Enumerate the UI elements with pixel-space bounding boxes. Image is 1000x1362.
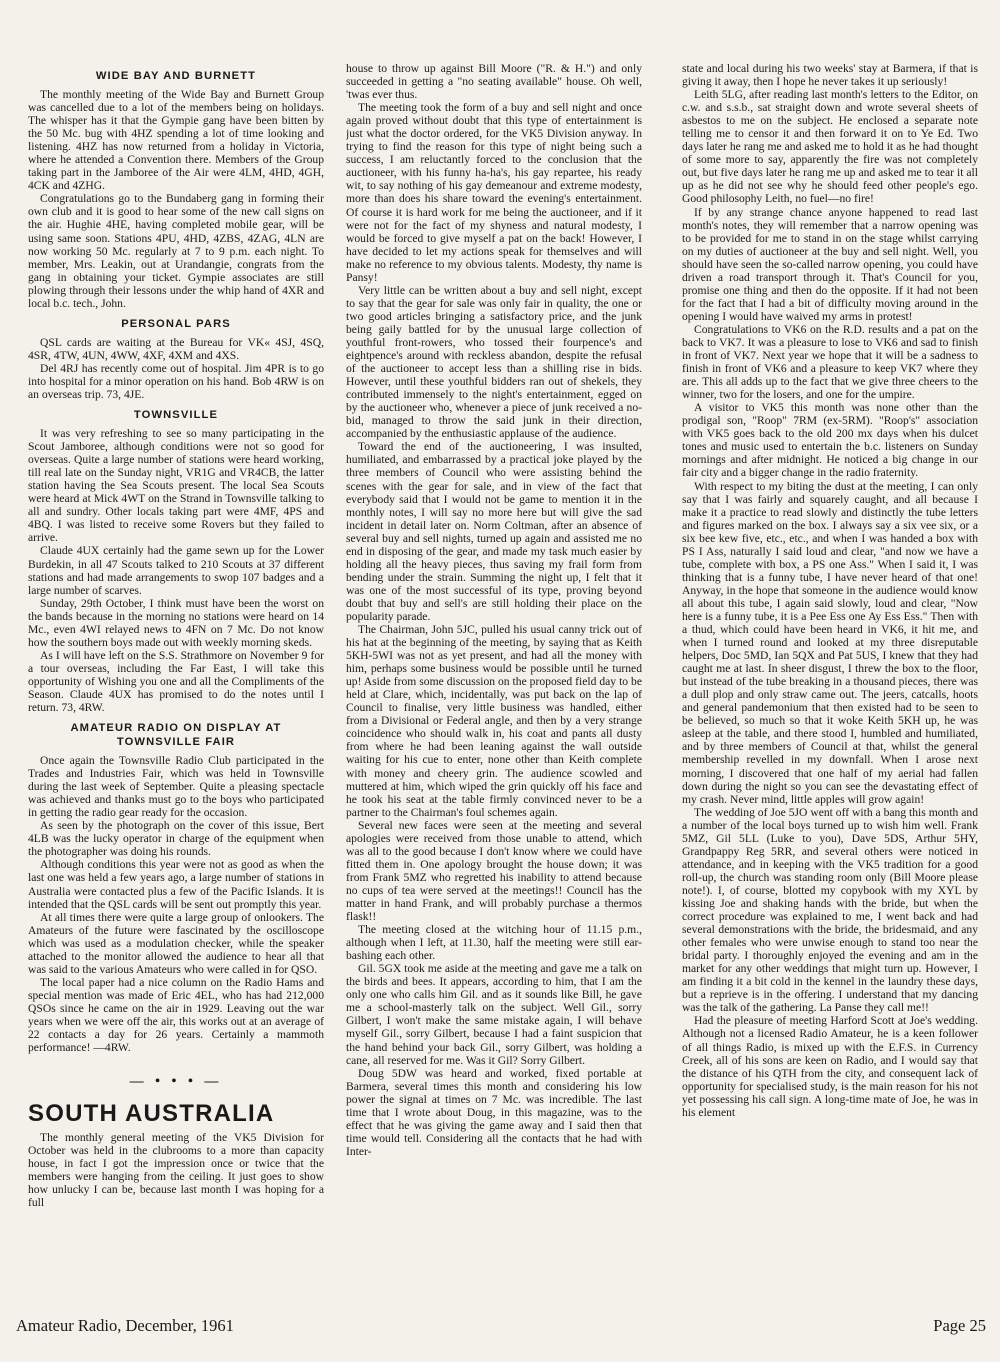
paragraph: Congratulations to VK6 on the R.D. results and a pat on the back to VK7. It was a pleasure to lose to VK6 and sad to finish in front of VK7. Next year we hope that it will be a sadness to finish in front of VK6 and a pleasure to keep VK7 where they are. This all adds up to the fact that we give three cheers to the winner, two for the losers, and one for the umpire. (682, 322, 978, 402)
paragraph: The monthly general meeting of the VK5 Division for October was held in the clubrooms to a more than capacity house, in fact I got the impression once or twice that the members were hanging from the ceiling. It just goes to show how unlucky I can be, because last month I was hoping for a full (28, 1131, 324, 1210)
region-heading: SOUTH AUSTRALIA (28, 1100, 275, 1128)
paragraph: Several new faces were seen at the meeting and several apologies were received from those unable to attend, which was all to the good because I don't know where we could have fitted them in. One apology brought the house down; it was from Frank 5MZ who regretted his inability to attend because no cups of tea were served at the meetings!! Council has the matter in hand Frank, and will probably purchase a thermos flask!! (346, 818, 642, 924)
paragraph: As I will have left on the S.S. Strathmore on November 9 for a tour overseas, including the Far East, I will take this opportunity of Wishing you one and all the Compliments of the Season. Claude 4UX has promised to do the notes until I return. 73, 4RW. (28, 648, 324, 715)
paragraph: QSL cards are waiting at the Bureau for VK« 4SJ, 4SQ, 4SR, 4TW, 4UN, 4WW, 4XF, 4XM and 4XS. (28, 335, 324, 362)
paragraph: The Chairman, John 5JC, pulled his usual canny trick out of his hat at the beginning of the meeting, by saying that as Keith 5KH-5WI was not as yet present, and had all the money with him, perhaps some business would be possible until he turned up! Aside from some discussion on the proposed field day to be held at Clare, which, incidentally, was put back on the lap of Council to finalise, very little business was handled, either from a Divisional or Federal angle, and then by a very strange coincidence who should walk in, his coat and pants all dusty from where he had been leaning against the wall outside waiting for his cue to enter, none other than Keith complete with money and cheery grin. The audience scowled and muttered at him, which wiped the grin quickly off his face and he took his seat at the table firmly convinced never to be a partner to the Chairman's foul schemes again. (346, 623, 642, 819)
paragraph: Had the pleasure of meeting Harford Scott at Joe's wedding. Although not a licensed Radio Amateur, he is a keen follower of all things Radio, is mixed up with the E.F.S. in Currency Creek, all of his sons are keen on Radio, and I would say that the distance of his QTH from the city, and consequent lack of opportunity for specialised study, is the main reason for his not yet possessing his call sign. A long-time mate of Joe, he was in his element (682, 1014, 978, 1119)
paragraph: house to throw up against Bill Moore ("R. & H.") and only succeeded in getting a "no seating available" house. Oh well, 'twas ever thus. (346, 62, 642, 102)
section-heading: AMATEUR RADIO ON DISPLAY AT TOWNSVILLE FAIR (70, 722, 282, 749)
paragraph: With respect to my biting the dust at the meeting, I can only say that I was fairly and squarely caught, and all because I make it a practice to read slowly and distinctly the tube letters and figures marked on the box. I always say a six vee six, or a six bee kew five, etc., etc., and when I was handed a box with PS I Ass, naturally I said loud and clear, "and now we have a tube, complete with box, a PS one Ass." When I said it, I was thinking that is a funny tube, I have never heard of that one! Anyway, in the hope that someone in the audience would know all about this tube, I again said slowly, loud and clear, "Now here is a funny tube, it is a Pee Ess one Ay Ess Ess." Then with a thud, which could have been heard in VK6, it hit me, and when I turned round and looked at my three disreputable helpers, Doc 5MD, Ian 5QX and Pat 5US, I knew that they had caught me at last. In sheer disgust, I threw the box to the floor, but instead of the tube breaking in a thousand pieces, there was a dull plop and only straw came out. The jeers, catcalls, hoots and general pandemonium that then existed had to be seen to be believed, so much so that it woke Keith 5KH up, he was asleep at the table, and there stood I, humbled and humiliated, and by three members of Council at that, whilst the general membership revelled in my downfall. When I arose next morning, I discovered that one half of my aerial had fallen down during the night so you can see the devastating effect of my crash. Never mind, little apples will grow again! (682, 479, 978, 806)
paragraph: Del 4RJ has recently come out of hospital. Jim 4PR is to go into hospital for a minor operation on his hand. Bob 4RW is on an overseas trip. 73, 4JE. (28, 361, 324, 401)
paragraph: Sunday, 29th October, I think must have been the worst on the bands because in the morning no stations were heard on 14 Mc., even 4WI relayed news to 4FN on 7 Mc. Do not know how the southern boys made out with weekly morning skeds. (28, 596, 324, 649)
paragraph: The monthly meeting of the Wide Bay and Burnett Group was cancelled due to a lot of the members being on holidays. The whisper has it that the Gympie gang have been bitten by the 50 Mc. bug with 4HZ spending a lot of time looking and listening. 4HZ has now returned from a holiday in Victoria, where he attended a Convention there. Members of the Group taking part in the Jamboree of the Air were 4LM, 4HD, 4GH, 4CK and 4ZHG. (28, 88, 324, 193)
paragraph: As seen by the photograph on the cover of this issue, Bert 4LB was the lucky operator in charge of the equipment when the photographer was doing his rounds. (28, 819, 324, 859)
paragraph: The meeting took the form of a buy and sell night and once again proved without doubt that this type of entertainment is just what the doctor ordered, for the VK5 Division anyway. In trying to find the reason for this type of night being such a success, I am reluctantly forced to the conclusion that the auctioneer, with his funny ha-ha's, his gay repartee, his ready wit, to say nothing of his gay demeanour and extreme modesty, more than does his share toward the evening's entertainment. Of course it is hard work for me being the auctioneer, and if it were not for the fact of my shyness and natural modesty, I would be forced to give myself a pat on the back! However, I have decided to let my actions speak for themselves and will make no reference to my obvious talents. Modesty, thy name is Pansy! (346, 101, 642, 284)
section-heading: PERSONAL PARS (121, 317, 231, 330)
paragraph: The local paper had a nice column on the Radio Hams and special mention was made of Eric 4EL, who has had 212,000 QSOs since he came on the air in 1929. Leaving out the war years when we were off the air, this works out at an average of 22 contacts a day for 26 years. Certainly a mammoth performance! —4RW. (28, 975, 324, 1055)
page-number: Page 25 (933, 1316, 986, 1335)
paragraph: Doug 5DW was heard and worked, fixed portable at Barmera, several times this month and considering his low power the signal at times on 7 Mc. was incredible. The last time that I wrote about Doug, in this magazine, was to the effect that he was giving the game away and I said then that time would tell. Considering all the contacts that he had with Inter- (346, 1066, 642, 1158)
section-separator: — • • • — (129, 1074, 223, 1090)
paragraph: state and local during his two weeks' stay at Barmera, if that is giving it away, then I hope he never takes it up seriously! (682, 62, 978, 89)
paragraph: Gil. 5GX took me aside at the meeting and gave me a talk on the birds and bees. It appears, according to him, that I am the only one who calls him Gil. and as it sounds like Bill, he gave me a school-masterly talk on the subject. Well Gil., sorry Gilbert, I won't make the same mistake again, I will behave myself Gil., sorry Gilbert, because I had a faint suspicion that the hand behind your back Gil., sorry Gilbert, was holding a cane, all reserved for me. Was it Gil? Sorry Gilbert. (346, 962, 642, 1067)
paragraph: Toward the end of the auctioneering, I was insulted, humiliated, and embarrassed by a practical joke played by the three members of Council who were assisting behind the scenes with the gear for sale, and in view of the fact that everybody said that I would not be game to mention it in the monthly notes, I will say no more here but will give the sad incident in detail later on. Norm Coltman, after an absence of several buy and sell nights, turned up again and assisted me no end in disposing of the gear, and made my task much easier by holding all the heavy pieces, thus saving my frail form from bending under the strain. Summing the night up, I felt that it was one of the most successful of its type, proving beyond doubt that buy and sell's are still holding their place on the popularity parade. (346, 440, 642, 623)
paragraph: A visitor to VK5 this month was none other than the prodigal son, "Roop" 7RM (ex-5RM). "Roop's" association with VK5 goes back to the old 200 mx days when his dulcet tones and music used to entertain the b.c. listeners on Sunday mornings and after midnight. He noticed a big change in our fair city and a bigger change in the radio fraternity. (682, 401, 978, 480)
paragraph: It was very refreshing to see so many participating in the Scout Jamboree, although conditions were not so good for overseas. Quite a large number of stations were heard working, till real late on the Sunday night, VR1G and VR4CB, the latter station having the Sea Scouts present. The local Sea Scouts were heard at Mick 4WT on the Strand in Townsville talking to all and sundry. Other locals taking part were 4MF, 4PS and 4BQ. I was listed to receive some Rovers but they failed to arrive. (28, 427, 324, 545)
paragraph: Once again the Townsville Radio Club participated in the Trades and Industries Fair, which was held in Townsville during the last week of September. Quite a pleasing spectacle was achieved and thanks must go to the boys who participated in getting the radio gear ready for the occasion. (28, 754, 324, 820)
page-footer (16, 1316, 986, 1340)
paragraph: Although conditions this year were not as good as when the last one was held a few years ago, a large number of stations in Australia were contacted plus a few of the Pacific Islands. It is intended that the QSL cards will be sent out promptly this year. (28, 858, 324, 911)
paragraph: The meeting closed at the witching hour of 11.15 p.m., although when I left, at 11.30, half the meeting were still ear-bashing each other. (346, 923, 642, 963)
paragraph: Claude 4UX certainly had the game sewn up for the Lower Burdekin, in all 47 Scouts talked to 210 Scouts at 37 different stations and had made arrangements to swop 107 badges and a large number of scarves. (28, 544, 324, 597)
paragraph: Very little can be written about a buy and sell night, except to say that the gear for sale was only fair in quality, the one or two good articles bringing a satisfactory price, and the junk being gaily battled for by the unusual large collection of youthful front-rowers, who tossed their fourpence's and eightpence's around with reckless abandon, despite the refusal of the auctioneer to accept less than a shilling rise in bids. However, until these youthful bidders ran out of shekels, they contributed immensely to the night's entertainment, egged on by the auctioneer who, whenever a piece of junk received a no-bid, managed to throw the said junk in their direction, accompanied by the enthusiastic applause of the audience. (346, 283, 642, 441)
paragraph: The wedding of Joe 5JO went off with a bang this month and a number of the local boys turned up to wish him well. Frank 5MZ, Gil 5LL (Luke to you), Dave 5DS, Arthur 5HY, Grandpappy Reg 5RR, and several others were noticed in attendance, and in keeping with the VK5 tradition for a good roll-up, the church was standing room only (Bill Moore please note!). I, of course, blotted my copybook with my XYL by kissing Joe and shaking hands with the bride, but when the correct procedure was explained to me, I went back and had several demonstrations with the bride, the bridesmaid, and any other females who were unwise enough to stand too near the bridal party. I thoroughly enjoyed the evening and am in the market for any other weddings that might turn up. However, I am finding it a bit cold in the kennel in the laundry these days, but a reprieve is in the offering. I understand that my dancing was the talk of the gathering. La Panse they call me!! (682, 805, 978, 1015)
column-1 (28, 62, 324, 1302)
paragraph: Congratulations go to the Bundaberg gang in forming their own club and it is good to hear some of the new call signs on the air. Hughie 4HE, having completed mobile gear, will be using same soon. Stations 4PU, 4HD, 4ZBS, 4ZAG, 4LN are now working 50 Mc. regularly at 7 to 9 p.m. each night. To member, Mrs. Leakin, out at Urandangie, congrats from the gang in obtaining your ticket. Gympie associates are still plowing through their lessons under the whip hand of 4XR and local b.c. tech., John. (28, 192, 324, 310)
publication-footer: Amateur Radio, December, 1961 (16, 1316, 234, 1335)
column-3 (682, 62, 978, 1302)
page-body (20, 62, 990, 1302)
section-heading: WIDE BAY AND BURNETT (95, 70, 257, 82)
paragraph: If by any strange chance anyone happened to read last month's notes, they will remember that a narrow opening was to be provided for me to stand in on the stage whilst carrying on my duties of auctioneer at the buy and sell night. Well, you should have seen the so-called narrow opening, you could have driven a road transport through it. That's Council for you, promise one thing and then do the opposite. If it had not been for the fact that I had a bit of difficulty moving around in the opening I would have waived my arms in protest! (682, 205, 978, 323)
paragraph: Leith 5LG, after reading last month's letters to the Editor, on c.w. and s.s.b., sat straight down and wrote several sheets of asbestos to me on the subject. He enclosed a separate note telling me to censor it and then forward it on to Ye Ed. Two days later he rang me and asked me to hold it as he had thought of some more to say, apparently the fire was not completely out, but five days later he rang me up and asked me to tear it all up as he did not see why he should feed other people's ego. Good philosophy Leith, no fuel—no fire! (682, 88, 978, 206)
section-heading: TOWNSVILLE (133, 409, 219, 422)
paragraph: At all times there were quite a large group of onlookers. The Amateurs of the future were fascinated by the oscilloscope which was used as a modulation checker, while the speaker attached to the monitor allowed the audience to hear all that was said to the various Amateurs who were called in for QSO. (28, 910, 324, 976)
column-2 (346, 62, 642, 1302)
